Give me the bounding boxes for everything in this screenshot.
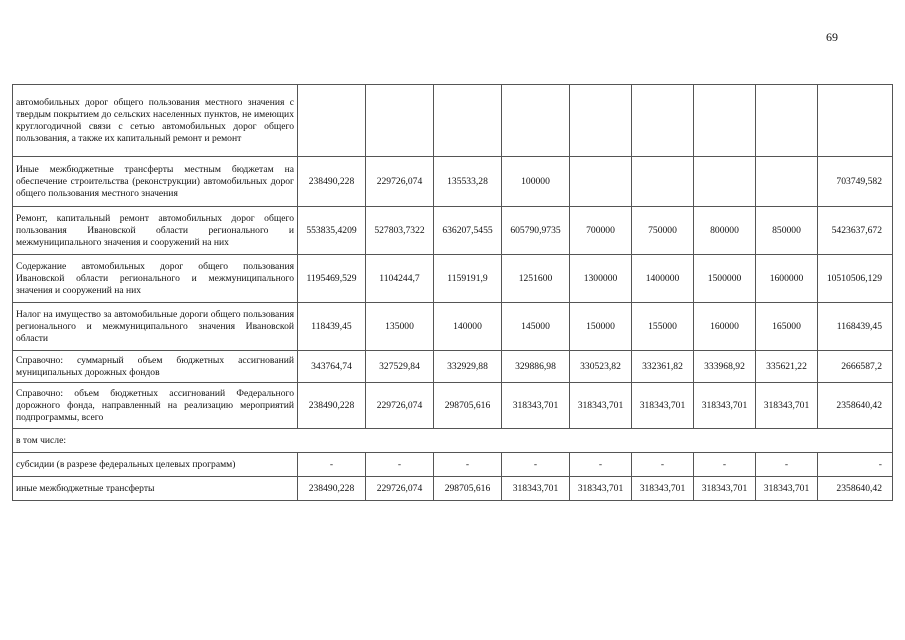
total-cell: 5423637,672 bbox=[818, 207, 893, 255]
value-cell: 318343,701 bbox=[632, 477, 694, 501]
table-row bbox=[13, 85, 893, 157]
row-label: Иные межбюджетные трансферты местным бюджетам на обеспечение строительства (реконструкции) автомобильных дорог общего пользования местного значения bbox=[13, 157, 298, 207]
value-cell: 1400000 bbox=[632, 255, 694, 303]
value-cell: 318343,701 bbox=[570, 477, 632, 501]
value-cell bbox=[632, 157, 694, 207]
value-cell: 332929,88 bbox=[434, 351, 502, 383]
value-cell: 135533,28 bbox=[434, 157, 502, 207]
table-row bbox=[13, 383, 893, 429]
value-cell: 238490,228 bbox=[298, 477, 366, 501]
value-cell: 636207,5455 bbox=[434, 207, 502, 255]
value-cell: 100000 bbox=[502, 157, 570, 207]
table-row bbox=[13, 453, 893, 477]
value-cell: - bbox=[570, 453, 632, 477]
value-cell: 1195469,529 bbox=[298, 255, 366, 303]
value-cell bbox=[434, 85, 502, 157]
value-cell: - bbox=[366, 453, 434, 477]
value-cell bbox=[694, 157, 756, 207]
value-cell: 238490,228 bbox=[298, 383, 366, 429]
value-cell: 329886,98 bbox=[502, 351, 570, 383]
total-cell: 703749,582 bbox=[818, 157, 893, 207]
value-cell: 155000 bbox=[632, 303, 694, 351]
total-cell: 2358640,42 bbox=[818, 383, 893, 429]
total-cell: 2666587,2 bbox=[818, 351, 893, 383]
value-cell bbox=[366, 85, 434, 157]
value-cell: 333968,92 bbox=[694, 351, 756, 383]
value-cell: 318343,701 bbox=[570, 383, 632, 429]
table-row bbox=[13, 207, 893, 255]
row-label: автомобильных дорог общего пользования местного значения с твердым покрытием до сельских населенных пунктов, не имеющих круглогодичной связи с сетью автомобильных дорог общего пользования, а также их капитальный ремонт и ремонт bbox=[13, 85, 298, 157]
value-cell: 335621,22 bbox=[756, 351, 818, 383]
value-cell: - bbox=[434, 453, 502, 477]
value-cell: 150000 bbox=[570, 303, 632, 351]
value-cell: 145000 bbox=[502, 303, 570, 351]
total-cell: 2358640,42 bbox=[818, 477, 893, 501]
value-cell bbox=[694, 85, 756, 157]
value-cell: 327529,84 bbox=[366, 351, 434, 383]
value-cell: 1500000 bbox=[694, 255, 756, 303]
value-cell bbox=[756, 157, 818, 207]
table-row bbox=[13, 303, 893, 351]
value-cell: 527803,7322 bbox=[366, 207, 434, 255]
value-cell bbox=[756, 85, 818, 157]
total-cell: 10510506,129 bbox=[818, 255, 893, 303]
value-cell: 160000 bbox=[694, 303, 756, 351]
value-cell: 318343,701 bbox=[502, 477, 570, 501]
table-row bbox=[13, 429, 893, 453]
value-cell: 229726,074 bbox=[366, 157, 434, 207]
value-cell: 298705,616 bbox=[434, 477, 502, 501]
value-cell bbox=[632, 85, 694, 157]
value-cell: - bbox=[756, 453, 818, 477]
value-cell: 605790,9735 bbox=[502, 207, 570, 255]
row-label: в том числе: bbox=[13, 429, 893, 453]
value-cell: 229726,074 bbox=[366, 383, 434, 429]
value-cell: 318343,701 bbox=[756, 383, 818, 429]
table-row bbox=[13, 157, 893, 207]
value-cell: 700000 bbox=[570, 207, 632, 255]
value-cell: 1251600 bbox=[502, 255, 570, 303]
value-cell: 553835,4209 bbox=[298, 207, 366, 255]
value-cell: - bbox=[632, 453, 694, 477]
value-cell bbox=[502, 85, 570, 157]
page-number: 69 bbox=[826, 30, 838, 44]
total-cell bbox=[818, 85, 893, 157]
value-cell: 332361,82 bbox=[632, 351, 694, 383]
value-cell: 750000 bbox=[632, 207, 694, 255]
value-cell bbox=[570, 85, 632, 157]
value-cell: 318343,701 bbox=[756, 477, 818, 501]
table-row bbox=[13, 255, 893, 303]
row-label: субсидии (в разрезе федеральных целевых программ) bbox=[13, 453, 298, 477]
row-label: Справочно: объем бюджетных ассигнований Федерального дорожного фонда, направленный на реализацию мероприятий подпрограммы, всего bbox=[13, 383, 298, 429]
value-cell: - bbox=[298, 453, 366, 477]
value-cell: 1104244,7 bbox=[366, 255, 434, 303]
table-row bbox=[13, 477, 893, 501]
row-label: Справочно: суммарный объем бюджетных ассигнований муниципальных дорожных фондов bbox=[13, 351, 298, 383]
value-cell: 1600000 bbox=[756, 255, 818, 303]
value-cell: 140000 bbox=[434, 303, 502, 351]
value-cell: - bbox=[502, 453, 570, 477]
value-cell: - bbox=[694, 453, 756, 477]
value-cell: 298705,616 bbox=[434, 383, 502, 429]
table-row bbox=[13, 351, 893, 383]
total-cell: - bbox=[818, 453, 893, 477]
value-cell: 343764,74 bbox=[298, 351, 366, 383]
row-label: Ремонт, капитальный ремонт автомобильных дорог общего пользования Ивановской области регионального и межмуниципального значения и сооружений на них bbox=[13, 207, 298, 255]
value-cell: 850000 bbox=[756, 207, 818, 255]
value-cell: 165000 bbox=[756, 303, 818, 351]
value-cell: 238490,228 bbox=[298, 157, 366, 207]
value-cell: 318343,701 bbox=[694, 477, 756, 501]
value-cell bbox=[298, 85, 366, 157]
value-cell: 229726,074 bbox=[366, 477, 434, 501]
value-cell: 800000 bbox=[694, 207, 756, 255]
row-label: Налог на имущество за автомобильные дороги общего пользования регионального и межмуниципального значения Ивановской области bbox=[13, 303, 298, 351]
row-label: иные межбюджетные трансферты bbox=[13, 477, 298, 501]
value-cell: 135000 bbox=[366, 303, 434, 351]
value-cell: 118439,45 bbox=[298, 303, 366, 351]
total-cell: 1168439,45 bbox=[818, 303, 893, 351]
value-cell: 1300000 bbox=[570, 255, 632, 303]
budget-table bbox=[12, 84, 893, 501]
value-cell: 318343,701 bbox=[632, 383, 694, 429]
value-cell: 1159191,9 bbox=[434, 255, 502, 303]
value-cell: 330523,82 bbox=[570, 351, 632, 383]
row-label: Содержание автомобильных дорог общего пользования Ивановской области регионального и межмуниципального значения и сооружений на них bbox=[13, 255, 298, 303]
value-cell bbox=[570, 157, 632, 207]
value-cell: 318343,701 bbox=[502, 383, 570, 429]
value-cell: 318343,701 bbox=[694, 383, 756, 429]
